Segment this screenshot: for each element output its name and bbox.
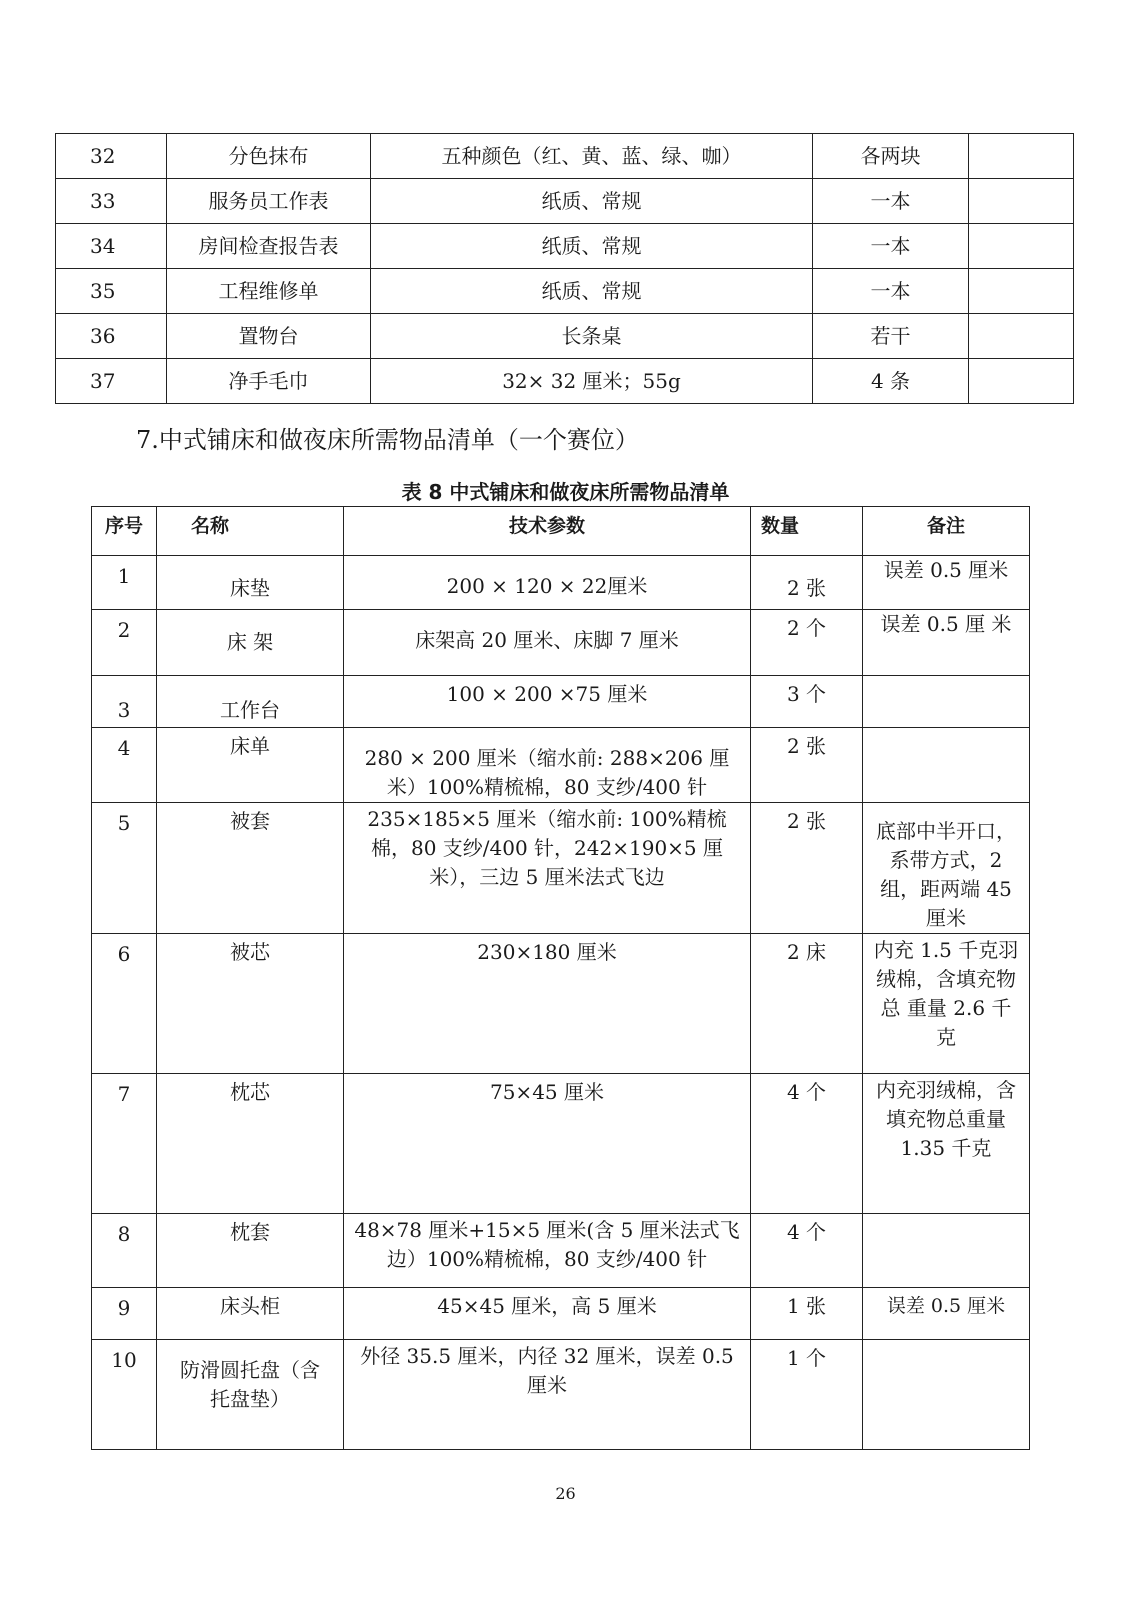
table-row [56,314,1074,359]
item-spec: 五种颜色（红、黄、蓝、绿、咖） [371,134,813,179]
item-note: 内充 1.5 千克羽绒棉，含填充物总 重量 2.6 千克 [863,934,1030,1074]
item-note [969,314,1074,359]
item-quantity: 2 个 [751,610,863,676]
item-name: 防滑圆托盘（含托盘垫） [157,1340,344,1450]
table-row [56,269,1074,314]
item-quantity: 若干 [813,314,969,359]
item-note [863,728,1030,803]
item-quantity: 2 床 [751,934,863,1074]
table-row [92,1214,1030,1288]
item-quantity: 1 个 [751,1340,863,1450]
item-quantity: 4 个 [751,1214,863,1288]
header-qty: 数量 [751,507,863,556]
row-number: 35 [56,269,167,314]
item-note: 误差 0.5 厘 米 [863,610,1030,676]
row-number: 7 [92,1074,157,1214]
item-note: 底部中半开口，系带方式，2 组，距两端 45 厘米 [863,803,1030,934]
table-row [92,728,1030,803]
header-note: 备注 [863,507,1030,556]
item-name: 净手毛巾 [167,359,371,404]
item-quantity: 2 张 [751,803,863,934]
item-spec: 床架高 20 厘米、床脚 7 厘米 [344,610,751,676]
item-quantity: 1 张 [751,1288,863,1340]
item-quantity: 2 张 [751,728,863,803]
item-quantity: 一本 [813,269,969,314]
bed-making-items-table [91,506,1030,1450]
item-quantity: 2 张 [751,556,863,610]
row-number: 37 [56,359,167,404]
item-note [969,134,1074,179]
item-spec: 75×45 厘米 [344,1074,751,1214]
item-quantity: 4 条 [813,359,969,404]
item-note [969,359,1074,404]
item-spec: 长条桌 [371,314,813,359]
item-quantity: 3 个 [751,676,863,728]
item-spec: 纸质、常规 [371,269,813,314]
item-name: 房间检查报告表 [167,224,371,269]
item-spec: 32× 32 厘米；55g [371,359,813,404]
table-row [92,1340,1030,1450]
row-number: 1 [92,556,157,610]
item-note [863,676,1030,728]
section-heading: 7.中式铺床和做夜床所需物品清单（一个赛位） [136,426,639,454]
item-name: 枕芯 [157,1074,344,1214]
row-number: 36 [56,314,167,359]
row-number: 6 [92,934,157,1074]
item-note: 误差 0.5 厘米 [863,556,1030,610]
header-no: 序号 [92,507,157,556]
item-name: 被套 [157,803,344,934]
item-quantity: 一本 [813,224,969,269]
header-name: 名称 [157,507,344,556]
table-header-row [92,507,1030,556]
item-spec: 外径 35.5 厘米，内径 32 厘米，误差 0.5 厘米 [344,1340,751,1450]
item-note: 误差 0.5 厘米 [863,1288,1030,1340]
item-name: 分色抹布 [167,134,371,179]
item-name: 床 架 [157,610,344,676]
item-note [969,224,1074,269]
row-number: 8 [92,1214,157,1288]
table-row [56,179,1074,224]
item-spec: 230×180 厘米 [344,934,751,1074]
item-name: 置物台 [167,314,371,359]
table-row [92,934,1030,1074]
item-note: 内充羽绒棉，含填充物总重量 1.35 千克 [863,1074,1030,1214]
item-name: 床头柜 [157,1288,344,1340]
item-spec: 48×78 厘米+15×5 厘米(含 5 厘米法式飞边）100%精梳棉，80 支纱/400 针 [344,1214,751,1288]
table-row [92,556,1030,610]
table-row [92,610,1030,676]
item-name: 床垫 [157,556,344,610]
item-note [969,269,1074,314]
item-name: 床单 [157,728,344,803]
row-number: 3 [92,676,157,728]
item-spec: 235×185×5 厘米（缩水前: 100%精梳棉，80 支纱/400 针，242×190×5 厘米），三边 5 厘米法式飞边 [344,803,751,934]
table-row [56,224,1074,269]
item-note [863,1214,1030,1288]
row-number: 5 [92,803,157,934]
table-row [92,676,1030,728]
item-name: 工作台 [157,676,344,728]
header-spec: 技术参数 [344,507,751,556]
row-number: 33 [56,179,167,224]
item-note [863,1340,1030,1450]
row-number: 4 [92,728,157,803]
row-number: 32 [56,134,167,179]
item-spec: 纸质、常规 [371,179,813,224]
item-name: 枕套 [157,1214,344,1288]
item-spec: 200 × 120 × 22厘米 [344,556,751,610]
row-number: 10 [92,1340,157,1450]
row-number: 9 [92,1288,157,1340]
item-spec: 纸质、常规 [371,224,813,269]
row-number: 2 [92,610,157,676]
item-quantity: 一本 [813,179,969,224]
item-spec: 45×45 厘米，高 5 厘米 [344,1288,751,1340]
item-spec: 280 × 200 厘米（缩水前: 288×206 厘米）100%精梳棉，80 支纱/400 针 [344,728,751,803]
table-row [92,1074,1030,1214]
item-quantity: 4 个 [751,1074,863,1214]
row-number: 34 [56,224,167,269]
table-row [92,1288,1030,1340]
item-name: 服务员工作表 [167,179,371,224]
table-row [56,134,1074,179]
item-quantity: 各两块 [813,134,969,179]
table-row [56,359,1074,404]
item-name: 工程维修单 [167,269,371,314]
item-note [969,179,1074,224]
page-number: 26 [555,1484,576,1503]
item-spec: 100 × 200 ×75 厘米 [344,676,751,728]
table-row [92,803,1030,934]
items-table-continued [55,133,1074,404]
item-name: 被芯 [157,934,344,1074]
table-caption: 表 8 中式铺床和做夜床所需物品清单 [401,480,730,504]
